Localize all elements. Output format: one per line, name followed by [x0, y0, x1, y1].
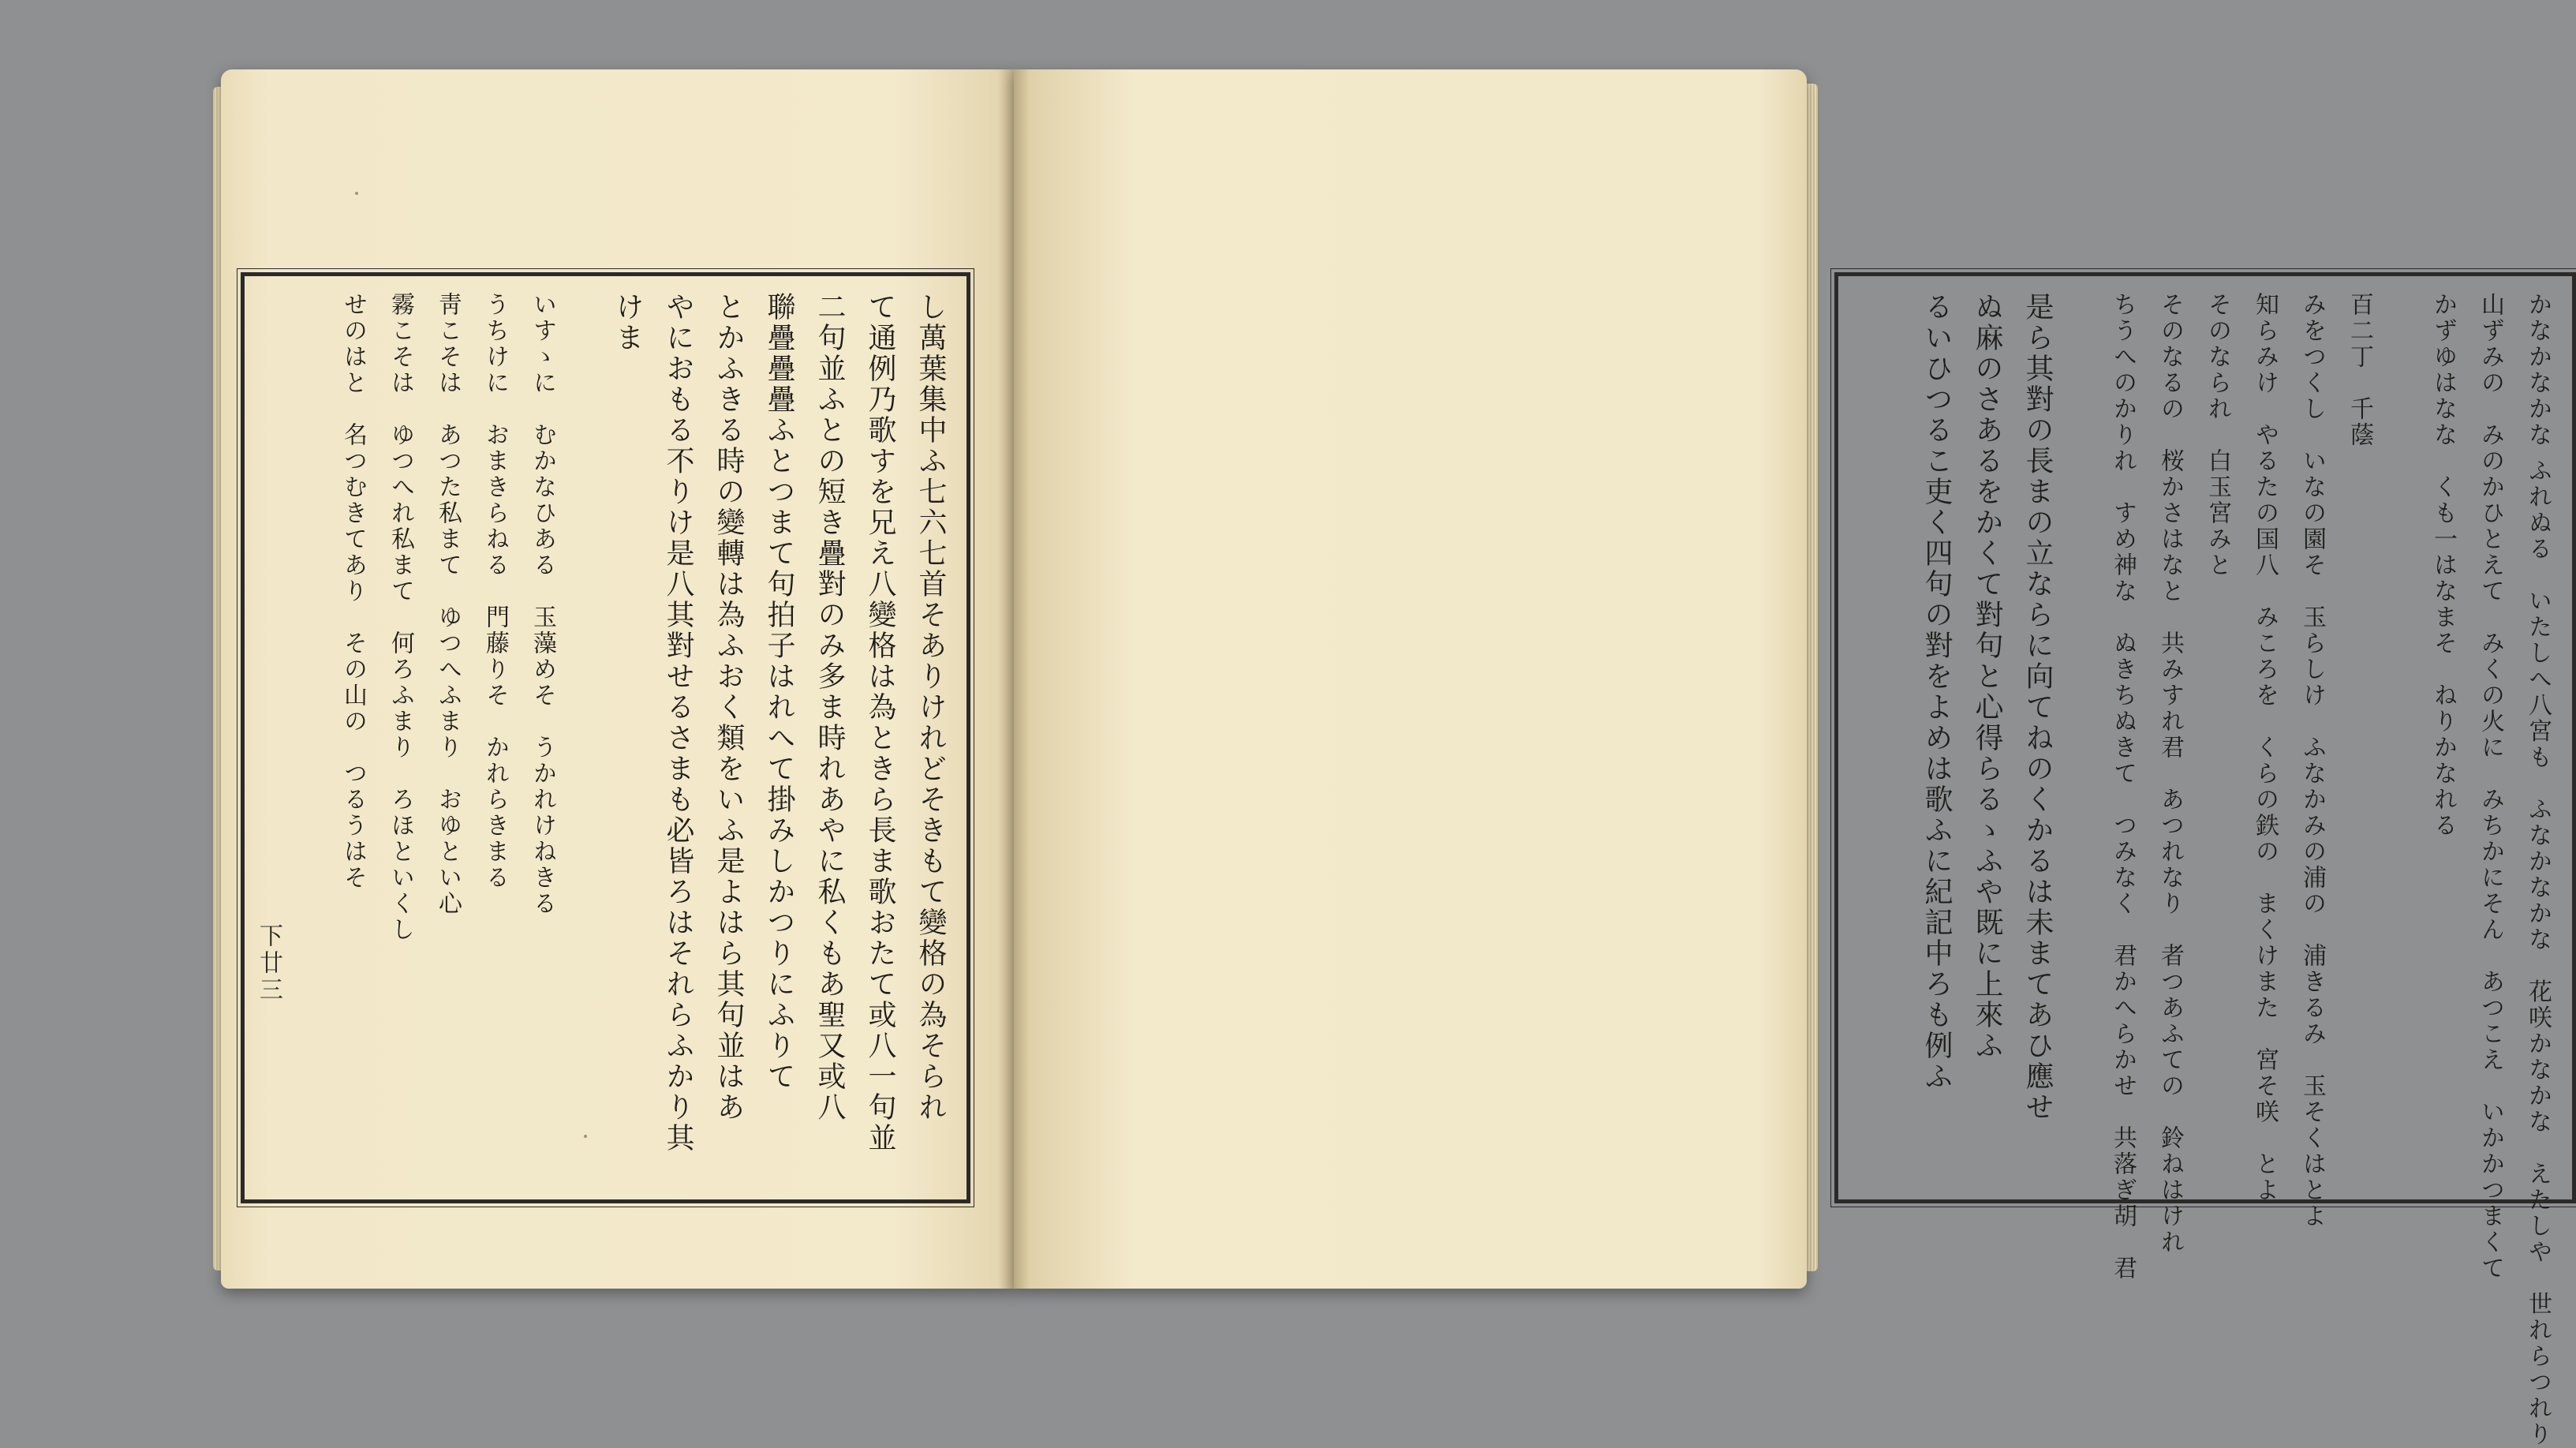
- poem-column: ちうへのかりれ すめ神な ぬきちぬきて つみなく 君かへらかせ 共落ぎ胡 君: [2109, 292, 2137, 1281]
- poem-column: 山ずみの みのかひとえて みくの火に みちかにそん あつこえ いかかつまくて: [2477, 292, 2504, 1281]
- folio-number: 下廿三: [255, 923, 282, 1004]
- open-book: [221, 69, 2552, 1448]
- poem-column: いすゝに むかなひある 玉藻めそ うかれけねきる: [529, 292, 556, 917]
- poem-column: 知らみけ やるたの国八 みころを くらの鉄の まくけまた 宮そ咲 とよ: [2251, 292, 2279, 1203]
- left-page: [221, 69, 1014, 1289]
- poem-column: そのなられ 白玉宮みと: [2204, 292, 2231, 578]
- left-text-frame: [241, 272, 970, 1203]
- book-gutter: [998, 69, 1030, 1289]
- column-gap: [2066, 292, 2096, 1184]
- text-column: 聯疊疊疊ふとつまて句拍子はれへて掛みしかつりにふりて: [763, 292, 795, 1092]
- text-column: 二句並ふとの短き疊對のみ多ま時れあやに私くもあ聖又或八: [813, 292, 846, 1123]
- poem-column: そのなるの 桜かさはなと 共みすれ君 あつれなり 者つあふての 鈴ねはけれ: [2156, 292, 2184, 1255]
- left-text-block: [292, 292, 952, 1184]
- poem-column: せのはと 名つむきてあり その山の つるうはそ: [339, 292, 367, 891]
- right-page: [1014, 69, 2552, 1448]
- column-gap: [2386, 292, 2416, 1184]
- right-text-block: [1849, 292, 2558, 1448]
- right-text-frame: [1834, 272, 2576, 1448]
- text-column: て通例乃歌すを兄え八變格は為ときら長ま歌おたて或八一句並: [864, 292, 896, 1154]
- text-column: けま: [611, 292, 644, 354]
- text-column: とかふきる時の變轉は為ふおく類をいふ是よはら其句並はあ: [712, 292, 745, 1123]
- text-column: るいひつるこ吏く四句の對をよめは歌ふに紀記中ろも例ふ: [1920, 292, 1953, 1092]
- text-column: ぬ麻のさあるをかくて對句と心得らるゝふや既に上來ふ: [1971, 292, 2003, 1061]
- poem-column: かずゆはなな くも一はなまそ ねりかなれる: [2429, 292, 2457, 839]
- poem-column: うちけに おまきらねる 門藤りそ かれらきまる: [481, 292, 509, 891]
- text-column: 是ら其對の長まの立ならに向てねのくかるは未まてあひ應せ: [2021, 292, 2054, 1123]
- poem-heading-column: 百二丁 千蔭: [2346, 292, 2373, 448]
- column-gap: [569, 292, 599, 1184]
- paper-speck: [355, 192, 358, 195]
- poem-column: 靑こそは あつた私まて ゆつへふまり おゆとい心: [434, 292, 462, 917]
- paper-speck: [584, 1135, 587, 1138]
- poem-column: かなかなかな ふれぬる いたしへ八宮も ふなかなかな 花咲かなかな えたしや 世れらつれり: [2524, 292, 2552, 1448]
- poem-column: 霧こそは ゆつへれ私まて 何ろふまり ろほといくし: [387, 292, 414, 943]
- text-column: やにおもる不りけ是八其對せるさまも必皆ろはそれらふかり其: [662, 292, 694, 1154]
- text-column: し萬葉集中ふ七六七首そありけれどそきもて變格の為そられ: [914, 292, 947, 1123]
- poem-column: みをつくし いなの園そ 玉らしけ ふなかみの浦の 浦きるみ 玉そくはとよ: [2298, 292, 2326, 1229]
